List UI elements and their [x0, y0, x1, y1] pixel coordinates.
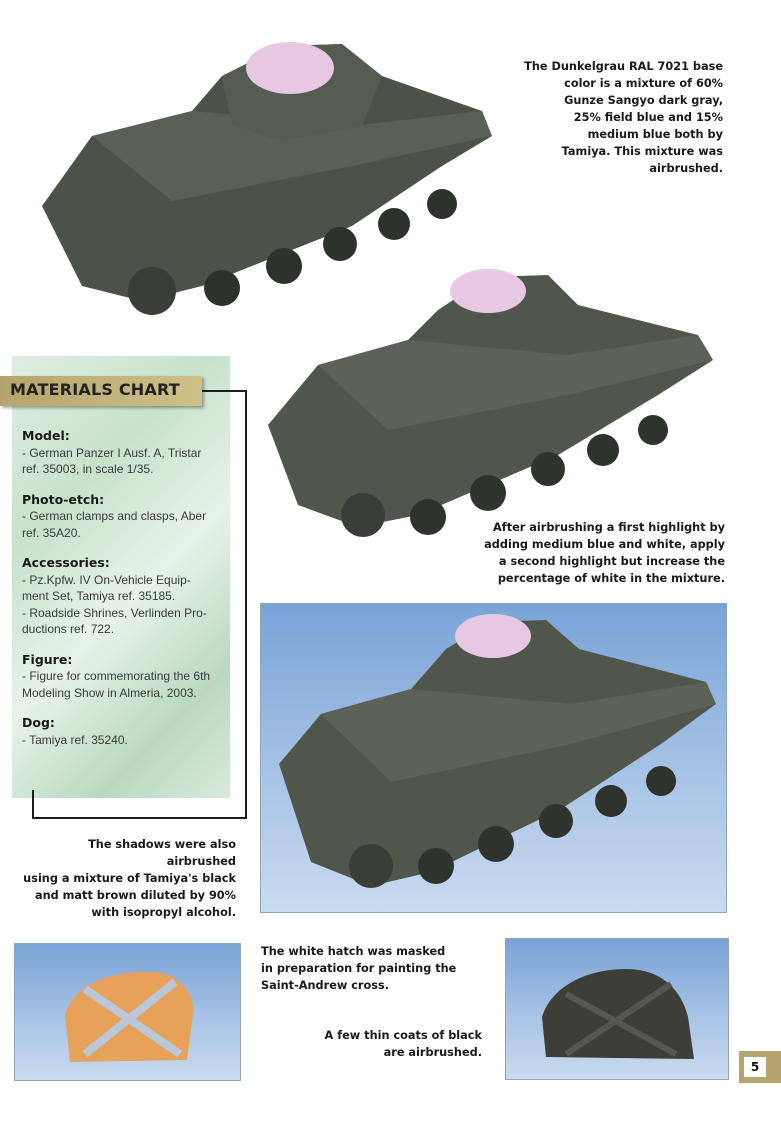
- hatch-black-photo: [505, 938, 729, 1080]
- tank-silhouette: [261, 604, 726, 912]
- section-heading: Dog:: [22, 715, 55, 730]
- hatch-shape: [506, 939, 728, 1079]
- section-line: ment Set, Tamiya ref. 35185.: [22, 589, 176, 603]
- tank-photo-2: [258, 255, 723, 547]
- materials-chart-body: [22, 428, 222, 748]
- section-line: ref. 35003, in scale 1/35.: [22, 462, 154, 476]
- caption-base-color: The Dunkelgrau RAL 7021 base color is a mixture of 60% Gunze Sangyo dark gray, 25% field blue and 15% medium blue both by Tamiya. This mixture was airbrushed.: [524, 60, 723, 175]
- caption-shadows: The shadows were also airbrushed using a mixture of Tamiya's black and matt brown diluted by 90% with isopropyl alcohol.: [23, 838, 236, 919]
- section-heading: Model:: [22, 428, 70, 443]
- section-line: - Pz.Kpfw. IV On-Vehicle Equip-: [22, 572, 191, 587]
- hatch-masked-photo: [14, 943, 241, 1081]
- section-line: ductions ref. 722.: [22, 622, 115, 636]
- caption-hatch: The white hatch was masked in preparation for painting the Saint-Andrew cross.: [261, 945, 457, 992]
- section-line: - Figure for commemorating the 6th: [22, 669, 211, 683]
- section-line: - German clamps and clasps, Aber: [22, 509, 207, 523]
- section-line: Modeling Show in Almeria, 2003.: [22, 685, 197, 700]
- section-line: - German Panzer I Ausf. A, Tristar: [22, 445, 202, 460]
- section-line: - Roadside Shrines, Verlinden Pro-: [22, 605, 207, 620]
- section-line: - Tamiya ref. 35240.: [22, 732, 128, 747]
- hatch-shape: [15, 944, 240, 1080]
- section-heading: Photo-etch:: [22, 491, 105, 507]
- section-heading: Accessories:: [22, 555, 110, 570]
- chart-bracket-line-left: [32, 790, 34, 817]
- tank-photo-3: [260, 603, 727, 913]
- section-line: ref. 35A20.: [22, 525, 81, 540]
- caption-black-coats: A few thin coats of black are airbrushed.: [324, 1029, 482, 1059]
- caption-highlight: After airbrushing a first highlight by adding medium blue and white, apply a second highlight but increase the percentage of white in the mixture.: [484, 521, 725, 585]
- materials-chart-title: MATERIALS CHART: [10, 380, 180, 399]
- page-number: 5: [744, 1057, 766, 1077]
- section-heading: Figure:: [22, 651, 73, 667]
- tank-silhouette: [268, 269, 713, 537]
